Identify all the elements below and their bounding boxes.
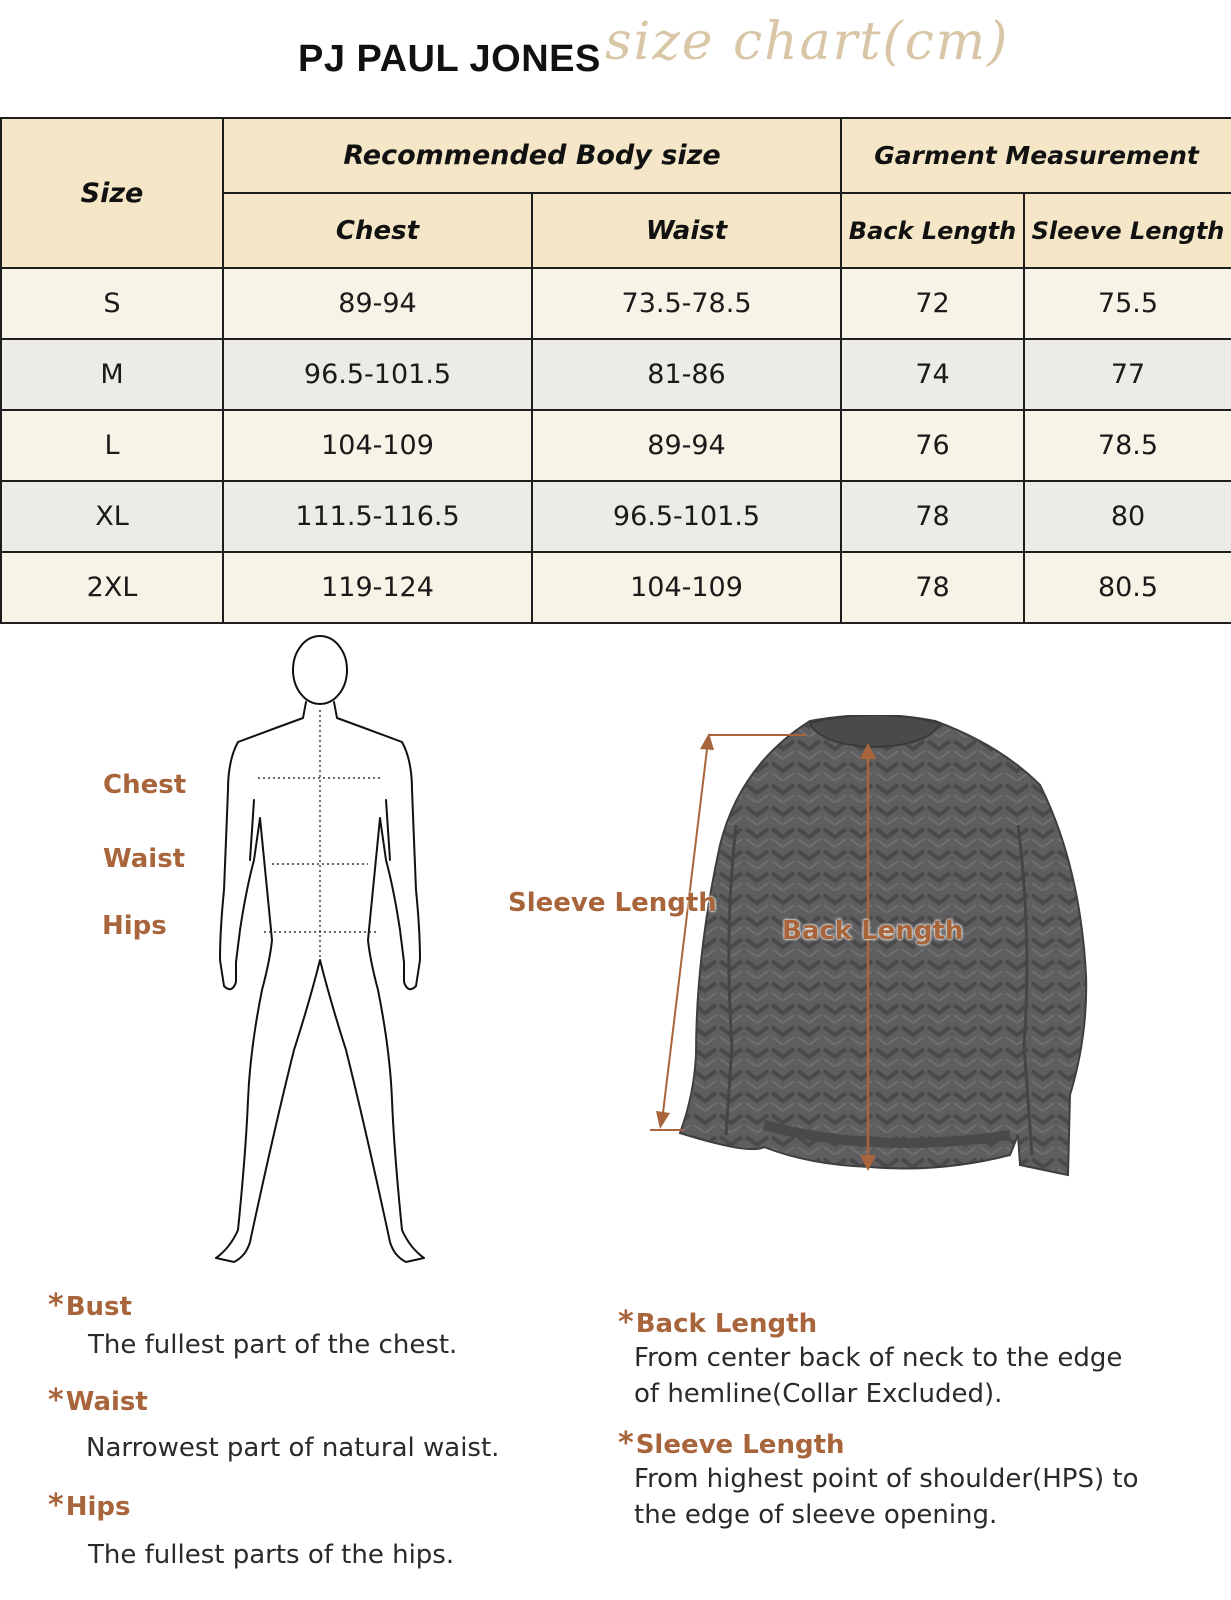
cell-waist: 104-109 — [532, 552, 841, 623]
size-chart-script-title: size chart(cm) — [605, 12, 1010, 72]
cell-back-length: 72 — [841, 268, 1024, 339]
cell-chest: 96.5-101.5 — [223, 339, 532, 410]
header — [0, 0, 1231, 115]
cell-waist: 96.5-101.5 — [532, 481, 841, 552]
header-garment-measurement: Garment Measurement — [841, 118, 1231, 193]
chest-label: Chest — [103, 770, 187, 800]
header-back-length: Back Length — [841, 193, 1024, 268]
star-icon: * — [48, 1488, 64, 1523]
sleeve-length-definition-title: *Sleeve Length — [618, 1426, 845, 1461]
cell-waist: 81-86 — [532, 339, 841, 410]
back-length-label: Back Length — [782, 916, 964, 946]
body-outline-icon — [210, 630, 440, 1290]
table-row — [1, 552, 1231, 623]
table-row — [1, 339, 1231, 410]
hips-label: Hips — [102, 911, 167, 941]
sweater-figure — [640, 715, 1115, 1195]
definitions-right — [618, 1305, 1218, 1533]
bust-definition-text: The fullest part of the chest. — [88, 1330, 458, 1360]
cell-chest: 111.5-116.5 — [223, 481, 532, 552]
back-length-definition-text-1: From center back of neck to the edge — [634, 1343, 1123, 1373]
sleeve-length-definition-text-1: From highest point of shoulder(HPS) to — [634, 1464, 1139, 1494]
header-chest: Chest — [223, 193, 532, 268]
cell-back-length: 74 — [841, 339, 1024, 410]
cell-sleeve-length: 77 — [1024, 339, 1231, 410]
definitions-left — [48, 1288, 608, 1573]
cell-back-length: 78 — [841, 481, 1024, 552]
cell-waist: 89-94 — [532, 410, 841, 481]
cell-waist: 73.5-78.5 — [532, 268, 841, 339]
sleeve-length-label: Sleeve Length — [508, 888, 717, 918]
bust-definition-title: *Bust — [48, 1288, 132, 1323]
cell-chest: 119-124 — [223, 552, 532, 623]
star-icon: * — [618, 1426, 634, 1461]
table-row — [1, 481, 1231, 552]
star-icon: * — [48, 1288, 64, 1323]
table-row — [1, 268, 1231, 339]
cell-size: M — [1, 339, 223, 410]
cell-sleeve-length: 80.5 — [1024, 552, 1231, 623]
back-length-definition-text-2: of hemline(Collar Excluded). — [634, 1379, 1003, 1409]
cell-back-length: 76 — [841, 410, 1024, 481]
header-recommended-body-size: Recommended Body size — [223, 118, 841, 193]
header-waist: Waist — [532, 193, 841, 268]
cell-chest: 104-109 — [223, 410, 532, 481]
hips-definition-text: The fullest parts of the hips. — [88, 1540, 455, 1570]
star-icon: * — [618, 1305, 634, 1340]
cell-sleeve-length: 75.5 — [1024, 268, 1231, 339]
cell-size: XL — [1, 481, 223, 552]
sweater-icon — [640, 715, 1115, 1195]
star-icon: * — [48, 1383, 64, 1418]
header-size: Size — [1, 118, 223, 268]
cell-size: 2XL — [1, 552, 223, 623]
brand-name: PJ PAUL JONES — [298, 38, 601, 80]
body-outline-figure — [210, 630, 440, 1290]
sleeve-length-definition-text-2: the edge of sleeve opening. — [634, 1500, 998, 1530]
size-table — [0, 117, 1231, 624]
cell-size: S — [1, 268, 223, 339]
cell-back-length: 78 — [841, 552, 1024, 623]
cell-sleeve-length: 80 — [1024, 481, 1231, 552]
table-row — [1, 410, 1231, 481]
cell-size: L — [1, 410, 223, 481]
header-sleeve-length: Sleeve Length — [1024, 193, 1231, 268]
waist-definition-title: *Waist — [48, 1383, 148, 1418]
waist-definition-text: Narrowest part of natural waist. — [86, 1433, 500, 1463]
waist-label: Waist — [103, 844, 186, 874]
hips-definition-title: *Hips — [48, 1488, 131, 1523]
back-length-definition-title: *Back Length — [618, 1305, 818, 1340]
cell-chest: 89-94 — [223, 268, 532, 339]
cell-sleeve-length: 78.5 — [1024, 410, 1231, 481]
